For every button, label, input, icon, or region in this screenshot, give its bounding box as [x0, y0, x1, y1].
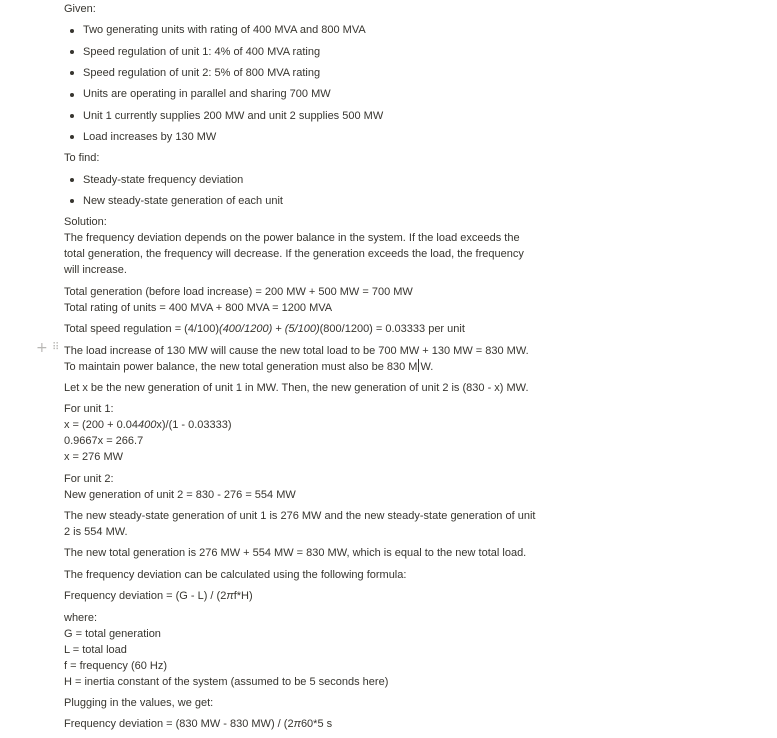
- formula-part: 60*5 s: [300, 718, 333, 731]
- list-item: Unit 1 currently supplies 200 MW and unit 2 supplies 500 MW: [64, 108, 536, 124]
- new-steady-state: The new steady-state generation of unit 1 is 276 MW and the new steady-state generation of unit 2 is 554 MW.: [64, 510, 536, 539]
- unit1-block: [64, 401, 536, 465]
- unit1-eq3: x = 276 MW: [64, 451, 123, 464]
- pi-symbol: π: [293, 718, 301, 731]
- load-line-1: The load increase of 130 MW will cause the new total load to be 700 MW + 130 MW = 830 MW.: [64, 344, 529, 357]
- formula-part: f*H): [233, 590, 253, 603]
- eq-part: x)/(1 - 0.03333): [156, 419, 232, 432]
- load-line-2: [64, 359, 536, 375]
- to-find-list: [64, 172, 536, 209]
- total-generation: Total generation (before load increase) = 200 MW + 500 MW = 700 MW: [64, 285, 413, 298]
- formula-part: Frequency deviation = (G - L) / (2: [64, 590, 227, 603]
- unit1-eq1: [64, 417, 536, 433]
- block-handle[interactable]: [36, 341, 62, 357]
- where-label: where:: [64, 611, 98, 624]
- load-line-2-text: W.: [420, 360, 434, 373]
- list-item: Speed regulation of unit 2: 5% of 800 MVA rating: [64, 65, 536, 81]
- total-rating: Total rating of units = 400 MVA + 800 MVA = 1200 MVA: [64, 301, 333, 314]
- where-l: L = total load: [64, 643, 127, 656]
- list-item: Speed regulation of unit 1: 4% of 400 MVA rating: [64, 44, 536, 60]
- formula-part: Frequency deviation = (830 MW - 830 MW) / (2: [64, 718, 294, 731]
- plus-icon[interactable]: +: [36, 340, 48, 356]
- eq-part: x = (200 + 0.04: [64, 419, 138, 432]
- given-heading: Given:: [64, 3, 96, 15]
- unit1-label: For unit 1:: [64, 403, 114, 416]
- totals-block: [64, 284, 536, 316]
- freq-calc-intro: The frequency deviation can be calculated using the following formula:: [64, 568, 407, 581]
- unit1-eq2: 0.9667x = 266.7: [64, 435, 144, 448]
- list-item: Load increases by 130 MW: [64, 129, 536, 145]
- pi-symbol: π: [226, 590, 234, 603]
- load-line-2-text: To maintain power balance, the new total generation must also be 830 M: [64, 360, 418, 373]
- solution-heading: Solution:: [64, 216, 107, 229]
- to-find-heading: To find:: [64, 152, 100, 165]
- unit2-block: [64, 471, 536, 503]
- speed-regulation: [64, 321, 536, 337]
- document-body: [64, 1, 536, 738]
- list-item: New steady-state generation of each unit: [64, 193, 536, 209]
- speed-reg-italic: (400/1200) + (5/100): [219, 323, 320, 336]
- list-item: Units are operating in parallel and sharing 700 MW: [64, 86, 536, 102]
- let-x: Let x be the new generation of unit 1 in MW. Then, the new generation of unit 2 is (830 - x) MW.: [64, 381, 529, 394]
- eq-italic: 400: [138, 419, 157, 432]
- new-total: The new total generation is 276 MW + 554 MW = 830 MW, which is equal to the new total load.: [64, 547, 527, 560]
- given-list: [64, 22, 536, 144]
- where-h: H = inertia constant of the system (assumed to be 5 seconds here): [64, 675, 389, 688]
- speed-reg-part: Total speed regulation = (4/100): [64, 323, 220, 336]
- unit2-label: For unit 2:: [64, 472, 114, 485]
- solution-intro: The frequency deviation depends on the power balance in the system. If the load exceeds the total generation, the frequency will decrease. If the generation exceeds the load, the frequency will increase.: [64, 232, 524, 277]
- unit2-eq1: New generation of unit 2 = 830 - 276 = 554 MW: [64, 488, 296, 501]
- final-formula: [64, 716, 536, 732]
- where-f: f = frequency (60 Hz): [64, 659, 168, 672]
- speed-reg-part: (800/1200) = 0.03333 per unit: [319, 323, 465, 336]
- solution-block: [64, 214, 536, 278]
- formula: [64, 588, 536, 604]
- where-g: G = total generation: [64, 627, 161, 640]
- where-block: [64, 610, 536, 690]
- list-item: Two generating units with rating of 400 MVA and 800 MVA: [64, 22, 536, 38]
- plugging: Plugging in the values, we get:: [64, 697, 214, 710]
- load-increase-block[interactable]: [64, 343, 536, 375]
- list-item: Steady-state frequency deviation: [64, 172, 536, 188]
- drag-handle-icon[interactable]: ⠿: [52, 342, 59, 353]
